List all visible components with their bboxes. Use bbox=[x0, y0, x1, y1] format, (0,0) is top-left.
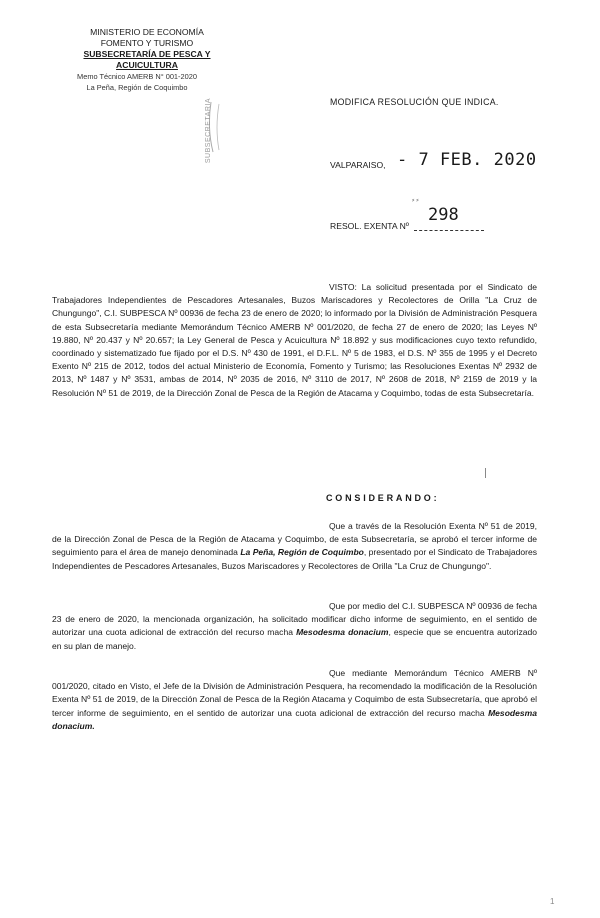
resolution-underline bbox=[414, 230, 484, 231]
paragraph-text: , presentado por el Sindicato de Trabajadores Independientes de Pescadores Artesanales, Buzos Mariscadores y Recolectores de Orilla "La Cruz de Chungungo". bbox=[52, 547, 537, 571]
official-stamp bbox=[205, 98, 247, 164]
ministry-name: MINISTERIO DE ECONOMÍA bbox=[90, 27, 204, 37]
page-corner-mark: 1 bbox=[550, 897, 555, 906]
considerando-heading: CONSIDERANDO: bbox=[326, 493, 440, 503]
margin-mark bbox=[485, 468, 492, 478]
considerando-paragraph-1 bbox=[52, 520, 537, 573]
memo-reference bbox=[52, 71, 222, 93]
document-place: VALPARAISO, bbox=[330, 160, 386, 170]
visto-text: VISTO: La solicitud presentada por el Sindicato de Trabajadores Independientes de Pescadores Artesanales, Buzos Mariscadores y Recolectores de Orilla "La Cruz de Chungungo", C.I. SUBPESCA Nº 00936 de fecha 23 de enero de 2020; lo informado por la División de Administración Pesquera de esta Subsecretaría mediante Memorándum Técnico AMERB Nº 001/2020, de fecha 27 de enero de 2020; las Leyes Nº 19.880, Nº 20.437 y Nº 20.657; la Ley General de Pesca y Acuicultura Nº 18.892 y sus modificaciones cuyo texto refundido, coordinado y sistematizado fue fijado por el D.S. Nº 430 de 1991, el D.F.L. Nº 5 de 1983, el D.S. Nº 355 de 1995 y el Decreto Exento Nº 215 de 2012, todos del actual Ministerio de Economía, Fomento y Turismo; las Resoluciones Exentas Nº 2932 de 2013, Nº 1487 y Nº 3531, ambas de 2014, Nº 2035 de 2016, Nº 3110 de 2017, Nº 2608 de 2018, Nº 2159 de 2019 y la Resolución Nº 51 de 2019, de la Dirección Zonal de Pesca de la Región de Atacama y Coquimbo, todas de esta Subsecretaría. bbox=[52, 282, 537, 398]
paragraph-text: , especie que se encuentra autorizado en su plan de manejo. bbox=[52, 627, 537, 651]
document-date: - 7 FEB. 2020 bbox=[397, 150, 537, 170]
document-subject: MODIFICA RESOLUCIÓN QUE INDICA. bbox=[330, 97, 499, 107]
paragraph-text: Que por medio del C.I. SUBPESCA Nº 00936 de fecha 23 de enero de 2020, la mencionada organización, ha solicitado modificar dicho informe de seguimiento, en el sentido de autorizar una cuota adicional de extracción del recurso macha bbox=[52, 601, 537, 638]
considerando-paragraph-3 bbox=[52, 667, 537, 733]
area-name: La Peña, Región de Coquimbo bbox=[86, 83, 188, 92]
area-emphasis: La Peña, Región de Coquimbo bbox=[240, 547, 364, 558]
considerando-paragraph-2 bbox=[52, 600, 537, 653]
stamp-ticks: ⸗ ⸗ bbox=[412, 197, 419, 204]
paragraph-text: Que mediante Memorándum Técnico AMERB Nº 001/2020, citado en Visto, el Jefe de la División de Administración Pesquera, ha recomendado la modificación de la Resolución Exenta Nº 51 de 2019, de la Dirección Zonal de Pesca de la Región Atacama y Coquimbo de esta Subsecretaría, que aprobó el tercer informe de seguimiento, en el sentido de autorizar una cuota adicional de extracción del recurso macha bbox=[52, 668, 537, 718]
species-emphasis: Mesodesma donacium bbox=[296, 627, 389, 638]
undersecretariat-name: SUBSECRETARÍA DE PESCA Y ACUICULTURA bbox=[83, 49, 211, 70]
resolution-number: 298 bbox=[428, 205, 459, 225]
paragraph-text: Que a través de la Resolución Exenta Nº 51 de 2019, de la Dirección Zonal de Pesca de la Región de Atacama y Coquimbo, de esta Subsecretaría, se aprobó el tercer informe de seguimiento para el área de manejo denominada bbox=[52, 521, 537, 558]
stamp-text: SUBSECRETARIA bbox=[205, 98, 212, 164]
visto-paragraph bbox=[52, 281, 537, 400]
letterhead bbox=[52, 27, 242, 71]
species-emphasis: Mesodesma donacium. bbox=[52, 707, 537, 731]
memo-number: Memo Técnico AMERB N° 001-2020 bbox=[77, 72, 197, 81]
resolution-label: RESOL. EXENTA Nº bbox=[330, 221, 409, 231]
ministry-subtitle: FOMENTO Y TURISMO bbox=[100, 38, 194, 48]
